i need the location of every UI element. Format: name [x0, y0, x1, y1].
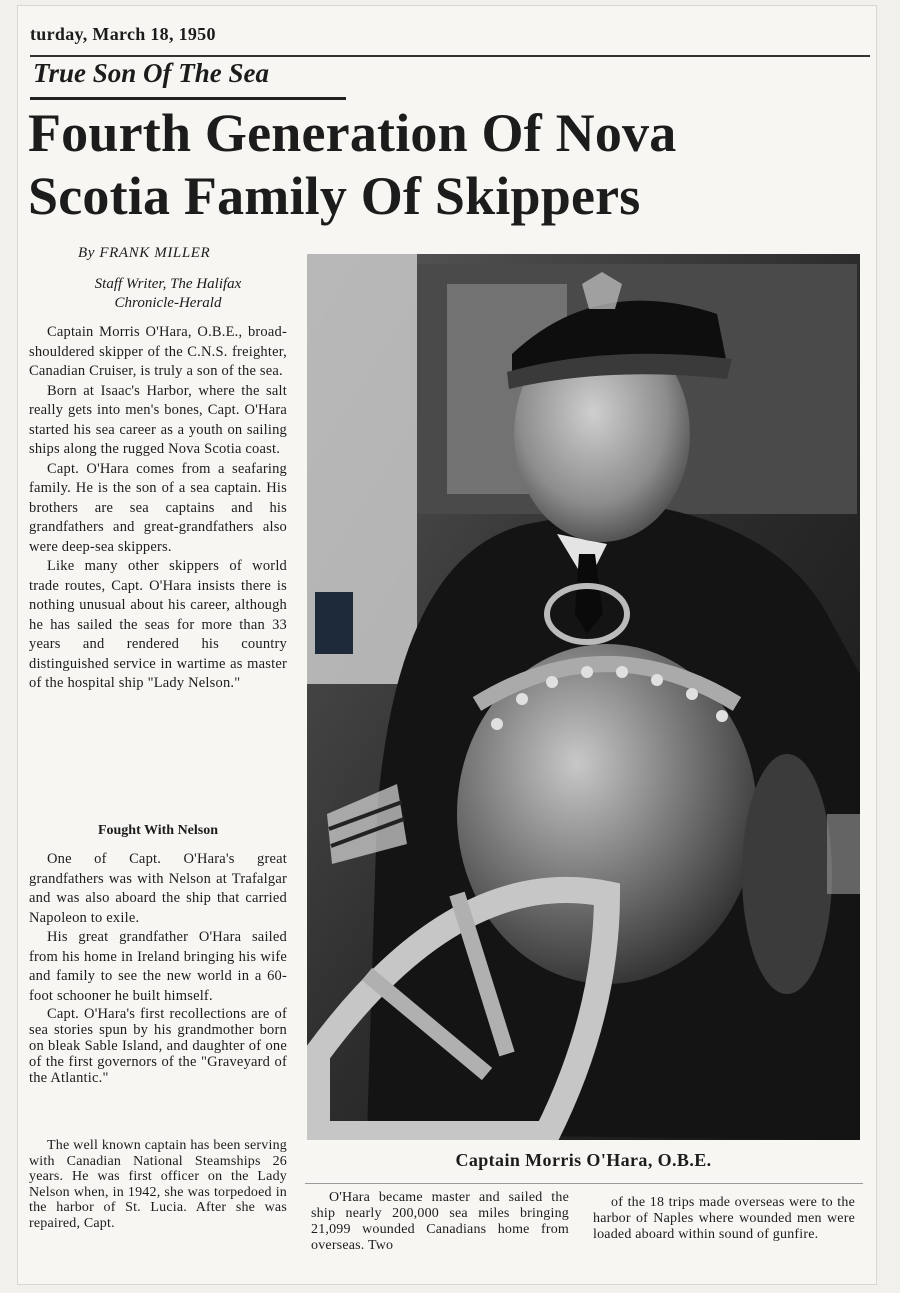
- paragraph-2: Born at Isaac's Harbor, where the salt really gets into men's bones, Capt. O'Hara started his sea career as a youth on sailing ships along the rugged Nova Scotia coast.: [29, 382, 287, 457]
- dateline: turday, March 18, 1950: [30, 24, 216, 44]
- paragraph-5: One of Capt. O'Hara's great grandfathers was with Nelson at Trafalgar and was also aboard the ship that carried Napoleon to exile.: [29, 851, 287, 926]
- author-role-line-1: Staff Writer, The Halifax: [94, 276, 242, 292]
- headline-line-1: Fourth Generation Of Nova: [28, 103, 677, 163]
- article-column-3: [593, 1195, 855, 1243]
- photo-caption: Captain Morris O'Hara, O.B.E.: [455, 1150, 712, 1170]
- paragraph-9: O'Hara became master and sailed the ship nearly 200,000 sea miles bringing 21,099 wounded Canadians home from overseas. Two: [311, 1190, 569, 1253]
- byline: By FRANK MILLER: [78, 245, 211, 261]
- paragraph-6: His great grandfather O'Hara sailed from his home in Ireland bringing his wife and family to see the new world in a 60-foot schooner he built himself.: [29, 929, 287, 1004]
- kicker-headline: True Son Of The Sea: [33, 58, 270, 88]
- main-headline: [28, 102, 868, 228]
- headline-line-2: Scotia Family Of Skippers: [28, 166, 641, 226]
- article-column-1b: [29, 850, 287, 1086]
- paragraph-10: of the 18 trips made overseas were to the harbor of Naples where wounded men were loaded aboard within sound of gunfire.: [593, 1195, 855, 1242]
- captain-portrait-illustration: [307, 254, 860, 1140]
- article-column-2: [311, 1190, 569, 1254]
- kicker-rule: [30, 97, 346, 100]
- author-role-line-2: Chronicle-Herald: [114, 295, 222, 311]
- caption-rule: [305, 1183, 863, 1184]
- captain-photo: [307, 254, 860, 1140]
- article-subhead: Fought With Nelson: [97, 823, 219, 838]
- paragraph-7: Capt. O'Hara's first recollections are of sea stories spun by his grandmother born on bleak Sable Island, and daughter of one of the first governors of the "Graveyard of the Atlantic.": [29, 1006, 287, 1086]
- article-column-1c: [29, 1138, 287, 1231]
- article-column-1: [29, 323, 287, 694]
- top-rule: [30, 55, 870, 57]
- paragraph-1: Captain Morris O'Hara, O.B.E., broad-shouldered skipper of the C.N.S. freighter, Canadian Cruiser, is truly a son of the sea.: [29, 324, 287, 379]
- paragraph-8: The well known captain has been serving with Canadian National Steamships 26 years. He was first officer on the Lady Nelson when, in 1942, she was torpedoed in the harbor of St. Lucia. After she was repaired, Capt.: [29, 1138, 287, 1231]
- paragraph-4: Like many other skippers of world trade routes, Capt. O'Hara insists there is nothing unusual about his career, although he has sailed the seas for more than 33 years and rendered his country distinguished service in wartime as master of the hospital ship "Lady Nelson.": [29, 558, 287, 691]
- author-role: [50, 275, 286, 313]
- paragraph-3: Capt. O'Hara comes from a seafaring family. He is the son of a sea captain. His brothers are sea captains and his grandfathers and great-grandfathers also were deep-sea skippers.: [29, 460, 287, 555]
